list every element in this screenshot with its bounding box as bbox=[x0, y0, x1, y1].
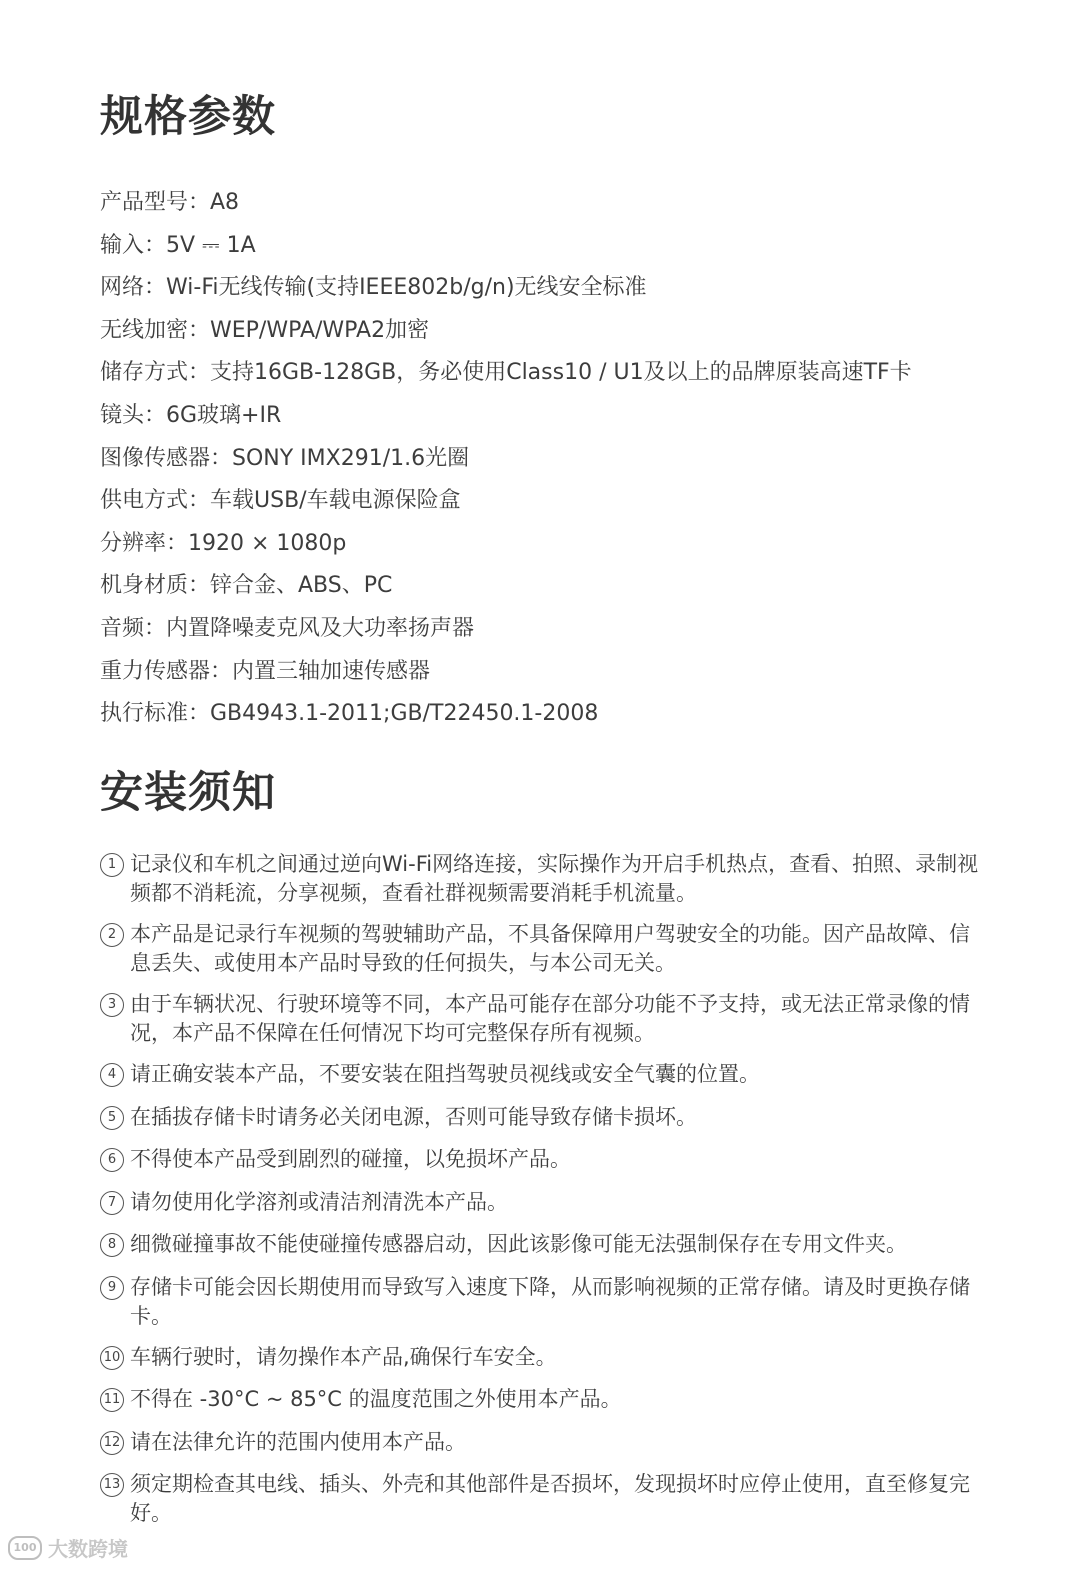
notice-number-badge: 13 bbox=[100, 1473, 124, 1497]
notice-text: 本产品是记录行车视频的驾驶辅助产品，不具备保障用户驾驶安全的功能。因产品故障、信息丢失、或使用本产品时导致的任何损失，与本公司无关。 bbox=[130, 922, 970, 975]
spec-storage: 储存方式：支持16GB-128GB，务必使用Class10 / U1及以上的品牌原装高速TF卡 bbox=[100, 360, 912, 386]
notice-item bbox=[100, 1230, 990, 1273]
notice-item bbox=[100, 1343, 990, 1386]
spec-gsensor: 重力传感器：内置三轴加速传感器 bbox=[100, 658, 431, 684]
notice-text: 不得使本产品受到剧烈的碰撞，以免损坏产品。 bbox=[130, 1147, 571, 1171]
spec-lens: 镜头：6G玻璃+IR bbox=[100, 402, 282, 428]
notice-text: 须定期检查其电线、插头、外壳和其他部件是否损坏，发现损坏时应停止使用，直至修复完好。 bbox=[130, 1472, 970, 1525]
notice-text: 在插拔存储卡时请务必关闭电源，否则可能导致存储卡损坏。 bbox=[130, 1104, 697, 1129]
watermark bbox=[8, 1533, 128, 1562]
specs-title: 规格参数 bbox=[100, 92, 276, 142]
notice-number-badge: 11 bbox=[100, 1388, 124, 1412]
notice-item bbox=[100, 1145, 990, 1188]
notice-number-badge: 1 bbox=[100, 853, 124, 877]
notice-number-badge: 12 bbox=[100, 1431, 124, 1455]
spec-sensor: 图像传感器：SONY IMX291/1.6光圈 bbox=[100, 445, 470, 471]
spec-power: 供电方式：车载USB/车载电源保险盒 bbox=[100, 488, 461, 514]
spec-input: 输入：5V ⎓ 1A bbox=[100, 232, 256, 258]
install-notice-list bbox=[100, 850, 990, 1540]
notice-item bbox=[100, 1103, 990, 1146]
notice-number-badge: 9 bbox=[100, 1276, 124, 1300]
spec-material: 机身材质：锌合金、ABS、PC bbox=[100, 573, 393, 599]
spec-network: 网络：Wi-Fi无线传输(支持IEEE802b/g/n)无线安全标准 bbox=[100, 275, 647, 301]
spec-standard: 执行标准：GB4943.1-2011;GB/T22450.1-2008 bbox=[100, 701, 599, 727]
spec-model: 产品型号：A8 bbox=[100, 190, 240, 215]
notice-item bbox=[100, 1060, 990, 1103]
notice-text: 记录仪和车机之间通过逆向Wi-Fi网络连接，实际操作为开启手机热点，查看、拍照、录制视频都不消耗流，分享视频，查看社群视频需要消耗手机流量。 bbox=[130, 852, 979, 905]
notice-text: 请在法律允许的范围内使用本产品。 bbox=[130, 1429, 466, 1454]
notice-number-badge: 3 bbox=[100, 993, 124, 1017]
notice-item bbox=[100, 1385, 990, 1428]
notice-item bbox=[100, 1428, 990, 1471]
notice-number-badge: 8 bbox=[100, 1233, 124, 1257]
notice-item bbox=[100, 920, 990, 990]
watermark-text: 大数跨境 bbox=[48, 1537, 128, 1561]
notice-item bbox=[100, 850, 990, 920]
notice-number-badge: 6 bbox=[100, 1148, 124, 1172]
notice-item bbox=[100, 1188, 990, 1231]
notice-text: 请勿使用化学溶剂或清洁剂清洗本产品。 bbox=[130, 1189, 508, 1214]
notice-item bbox=[100, 1470, 990, 1540]
spec-audio: 音频：内置降噪麦克风及大功率扬声器 bbox=[100, 615, 475, 641]
notice-number-badge: 4 bbox=[100, 1063, 124, 1087]
install-title: 安装须知 bbox=[100, 768, 276, 818]
notice-text: 车辆行驶时，请勿操作本产品,确保行车安全。 bbox=[130, 1344, 557, 1369]
notice-text: 存储卡可能会因长期使用而导致写入速度下降，从而影响视频的正常存储。请及时更换存储卡。 bbox=[130, 1274, 970, 1328]
notice-item bbox=[100, 990, 990, 1060]
specs-list bbox=[100, 182, 912, 736]
notice-number-badge: 5 bbox=[100, 1106, 124, 1130]
spec-encryption: 无线加密：WEP/WPA/WPA2加密 bbox=[100, 317, 430, 343]
notice-text: 请正确安装本产品，不要安装在阻挡驾驶员视线或安全气囊的位置。 bbox=[130, 1062, 760, 1086]
notice-text: 不得在 -30°C ~ 85°C 的温度范围之外使用本产品。 bbox=[130, 1387, 622, 1411]
watermark-logo-icon: 100 bbox=[8, 1536, 42, 1560]
spec-resolution: 分辨率：1920 × 1080p bbox=[100, 530, 347, 556]
notice-number-badge: 2 bbox=[100, 923, 124, 947]
notice-text: 细微碰撞事故不能使碰撞传感器启动，因此该影像可能无法强制保存在专用文件夹。 bbox=[130, 1232, 907, 1256]
notice-text: 由于车辆状况、行驶环境等不同，本产品可能存在部分功能不予支持，或无法正常录像的情况，本产品不保障在任何情况下均可完整保存所有视频。 bbox=[130, 992, 970, 1045]
notice-number-badge: 10 bbox=[100, 1346, 124, 1370]
notice-item bbox=[100, 1273, 990, 1343]
notice-number-badge: 7 bbox=[100, 1191, 124, 1215]
